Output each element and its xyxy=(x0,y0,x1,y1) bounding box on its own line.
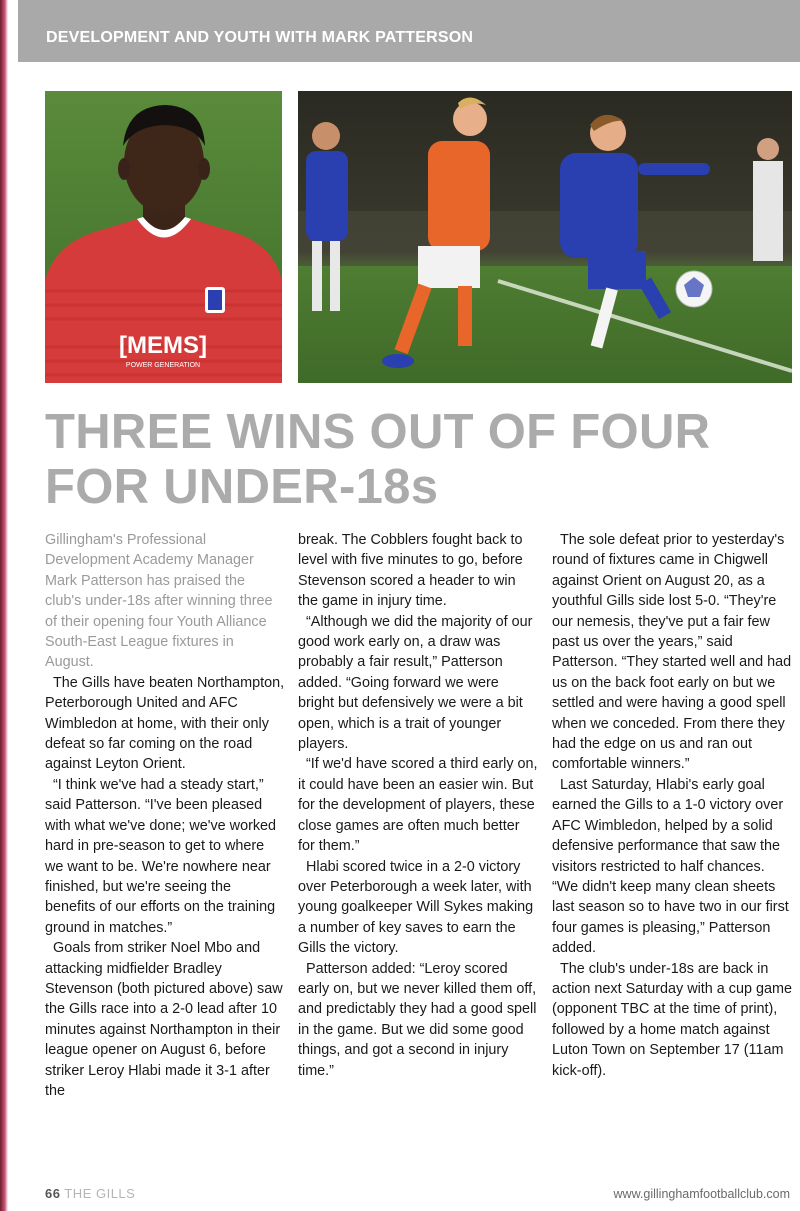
article-paragraph: Hlabi scored twice in a 2-0 victory over Peterborough a week later, with young goalkeeper Will Sykes making a number of key saves to earn the Gills the victory. xyxy=(298,858,534,957)
player-portrait-photo xyxy=(45,91,282,383)
article-column-1 xyxy=(45,530,285,1101)
section-header xyxy=(18,0,800,62)
page-edge-strip xyxy=(0,0,8,1211)
page-number: 66 xyxy=(45,1186,61,1201)
headline-line-2: FOR UNDER-18s xyxy=(45,460,439,514)
section-title: DEVELOPMENT AND YOUTH WITH MARK PATTERSON xyxy=(46,29,474,46)
article-intro-paragraph: Gillingham's Professional Development Academy Manager Mark Patterson has praised the club's under-18s after winning three of their opening four Youth Alliance South-East League fixtures in August. xyxy=(45,532,273,671)
page-footer-left xyxy=(45,1186,135,1201)
article-column-3 xyxy=(552,530,792,1081)
article-paragraph: The club's under-18s are back in action next Saturday with a cup game (opponent TBC at the time of print), followed by a home match against Luton Town on September 17 (11am kick-off). xyxy=(552,960,792,1079)
article-paragraph: Goals from striker Noel Mbo and attacking midfielder Bradley Stevenson (both pictured above) saw the Gills race into a 2-0 lead after 10 minutes against Northampton in their league opener on August 6, before striker Leroy Hlabi made it 3-1 after the xyxy=(45,940,283,1099)
article-paragraph: “If we'd have scored a third early on, it could have been an easier win. But for the development of players, these close games are often much better for them.” xyxy=(298,756,538,855)
match-action-photo xyxy=(298,91,792,383)
headline-line-1: THREE WINS OUT OF FOUR xyxy=(45,405,711,459)
article-paragraph: “Although we did the majority of our good work early on, a draw was probably a fair result,” Patterson added. “Going forward we were bright but defensively we were a bit open, which is a trait of younger players. xyxy=(298,613,533,753)
match-action-illustration xyxy=(298,91,792,383)
article-paragraph: The sole defeat prior to yesterday's round of fixtures came in Chigwell against Orient on August 20, as a youthful Gills side lost 5-0. “They're our nemesis, they've put a fair few past us over the years,” said Patterson. “They started well and had us on the back foot early on but we settled and were having a good spell when we conceded. From there they had the edge on us and ran out comfortable winners.” xyxy=(552,532,792,773)
shirt-sponsor-tagline: POWER GENERATION xyxy=(125,362,201,369)
magazine-name: THE GILLS xyxy=(64,1186,136,1201)
article-paragraph: The Gills have beaten Northampton, Peterborough United and AFC Wimbledon at home, with their only defeat so far coming on the road against Leyton Orient. xyxy=(45,674,285,773)
article-column-2 xyxy=(298,530,538,1081)
article-paragraph: “I think we've had a steady start,” said Patterson. “I've been pleased with what we've done; we've worked hard in pre-season to get to where we want to be. We're nowhere near finished, but we're seeing the benefits of our efforts on the training ground in matches.” xyxy=(45,776,277,936)
article-headline xyxy=(45,405,785,515)
player-portrait-illustration xyxy=(45,91,282,383)
article-paragraph: break. The Cobblers fought back to level with five minutes to go, before Stevenson scored a header to win the game in injury time. xyxy=(298,532,523,610)
article-paragraph: Last Saturday, Hlabi's early goal earned the Gills to a 1-0 victory over AFC Wimbledon, helped by a solid defensive performance that saw the visitors restricted to half chances. “We didn't keep many clean sheets last season so to have two in our first four games is pleasing,” Patterson added. xyxy=(552,776,789,957)
shirt-sponsor-text: [MEMS] xyxy=(119,332,207,359)
club-website-url: www.gillinghamfootballclub.com xyxy=(613,1187,790,1201)
article-paragraph: Patterson added: “Leroy scored early on, but we never killed them off, and predictably they had a good spell in the game. But we did some good things, and got a second in injury time.” xyxy=(298,960,537,1079)
